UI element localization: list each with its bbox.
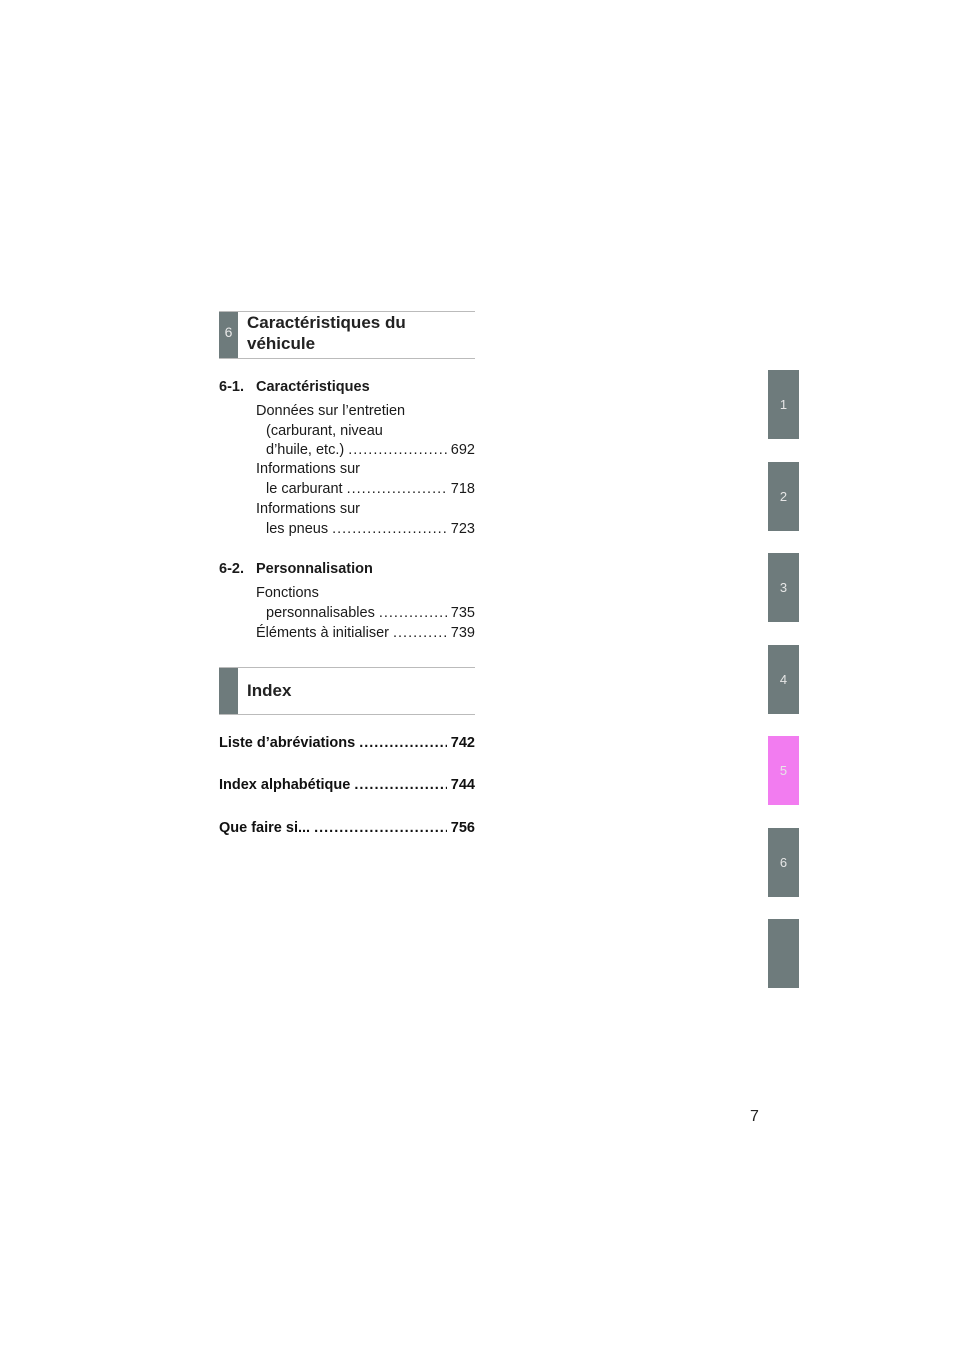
thumb-tab-7[interactable]	[768, 919, 799, 988]
toc-entry-line: (carburant, niveau	[266, 422, 383, 439]
leader-dots	[332, 520, 447, 540]
leader-dots	[354, 777, 446, 793]
thumb-tab-6[interactable]: 6	[768, 828, 799, 897]
page-ref: 723	[450, 520, 475, 537]
section-6-header	[219, 311, 475, 359]
index-title: Index	[247, 681, 292, 700]
subsection-6-1-number: 6-1.	[219, 379, 244, 395]
toc-entry-label: Éléments à initialiser	[256, 625, 389, 641]
section-6-title	[247, 312, 406, 354]
section-6-tab: 6	[219, 312, 238, 358]
thumb-tab-2[interactable]: 2	[768, 462, 799, 531]
thumb-tab-5[interactable]: 5	[768, 736, 799, 805]
subsection-6-1-title: Caractéristiques	[256, 379, 370, 395]
leader-dots	[347, 480, 447, 500]
thumb-tab-1[interactable]: 1	[768, 370, 799, 439]
page-ref: 735	[450, 604, 475, 621]
toc-entry-last	[256, 520, 475, 540]
page-ref: 692	[450, 442, 475, 458]
leader-dots	[348, 441, 447, 461]
index-entry-alphabetical[interactable]	[219, 777, 475, 793]
toc-entry-line: Informations sur	[256, 461, 360, 477]
page-ref: 744	[450, 777, 475, 793]
toc-entry-label: les pneus	[266, 520, 329, 537]
index-entry-what-to-do[interactable]	[219, 820, 475, 836]
page-ref: 742	[450, 735, 475, 751]
toc-entry[interactable]	[256, 584, 475, 623]
index-tab	[219, 668, 238, 714]
page-ref: 756	[450, 820, 475, 836]
index-entry-label: Que faire si...	[219, 820, 311, 836]
toc-entry-last	[256, 480, 475, 500]
toc-entry-line: Données sur l’entretien	[256, 403, 406, 419]
page-ref: 739	[450, 625, 475, 641]
toc-entry-last	[256, 441, 475, 461]
index-entry-abbreviations[interactable]	[219, 735, 475, 751]
section-6-title-line1: Caractéristiques du	[247, 313, 406, 332]
page-number: 7	[750, 1108, 759, 1125]
leader-dots	[393, 624, 447, 644]
leader-dots	[359, 735, 447, 751]
toc-entry-label: d’huile, etc.)	[266, 442, 345, 458]
leader-dots	[379, 604, 447, 624]
index-entry-label: Index alphabétique	[219, 777, 351, 793]
section-6-title-line2: véhicule	[247, 334, 316, 353]
index-header	[219, 667, 475, 715]
toc-entry[interactable]	[256, 402, 475, 461]
thumb-tab-4[interactable]: 4	[768, 645, 799, 714]
subsection-6-2-title: Personnalisation	[256, 561, 373, 577]
index-entry-label: Liste d’abréviations	[219, 735, 356, 751]
toc-entry-label: personnalisables	[266, 604, 375, 621]
page-ref: 718	[450, 480, 475, 497]
toc-entry-line: Fonctions	[256, 585, 319, 601]
subsection-6-2-number: 6-2.	[219, 561, 244, 577]
toc-entry-line: Informations sur	[256, 501, 360, 517]
thumb-tab-3[interactable]: 3	[768, 553, 799, 622]
toc-entry[interactable]	[256, 500, 475, 539]
toc-entry[interactable]	[256, 460, 475, 499]
toc-entry[interactable]	[256, 624, 475, 644]
toc-entry-label: le carburant	[266, 480, 343, 497]
leader-dots	[314, 820, 447, 836]
toc-entry-last	[256, 624, 475, 644]
toc-entry-last	[256, 604, 475, 624]
